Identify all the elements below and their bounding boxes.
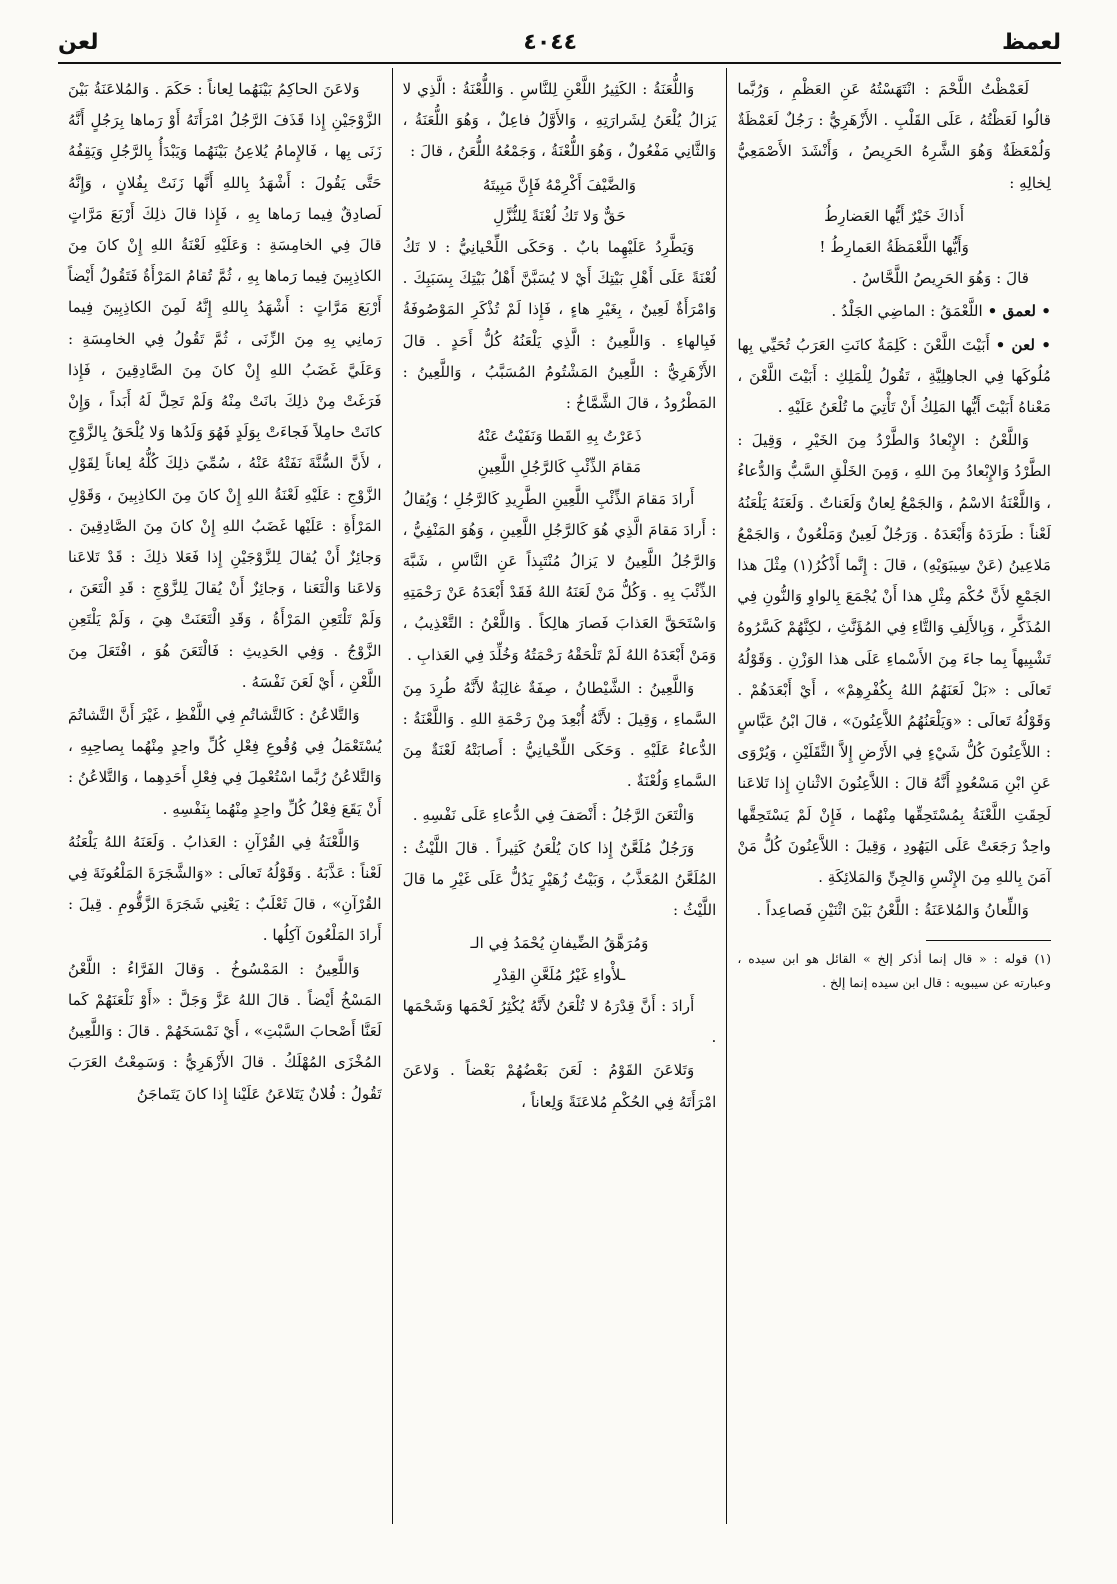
entry-paragraph: [737, 330, 1051, 424]
paragraph-text: وَيَطَّرِدُ عَلَيْهِما بابٌ . وَحَكَى اللِّحْيانِيُّ : لا تَكُ لُعْنَةً عَلَى أَهْلِ بَيْتِكَ أَيْ لا يُسَبَّنَّ أَهْلُ بَيْتِكَ بِسَبَبِكَ . وَامْرَأَةٌ لَعِينٌ ، بِغَيْرِ هاءٍ ، فَإِذا لَمْ تُذْكَرِ المَوْصُوفَةُ فَبِالهاءِ . وَاللَّعِينُ : الَّذِي يَلْعَنُهُ كُلُّ أَحَدٍ . قالَ الأَزْهَرِيُّ : اللَّعِينُ المَشْتُومُ المُسَبَّبُ ، وَاللَّعِينُ : المَطْرُودُ ، قالَ الشَّمَّاخُ :: [402, 238, 717, 413]
verse-line: [403, 452, 717, 483]
text-paragraph: [737, 425, 1051, 893]
paragraph-text: وَمُرَهَّقُ الضِّيفانِ يُحْمَدُ فِي الـ: [470, 934, 649, 953]
paragraph-text: ذَعَرْتُ بِهِ القَطا وَنَفَيْتُ عَنْهُ: [477, 427, 642, 446]
paragraph-text: وَالتَّلاعُنُ : كَالتَّشاتُمِ فِي اللَّفْظِ ، غَيْرَ أَنَّ التَّشاتُمَ يُسْتَعْمَلُ فِي وُقُوعِ فِعْلِ كُلِّ واحِدٍ مِنْهُما بِصاحِبِهِ ، وَالتَّلاعُنُ رُبَّما اسْتُعْمِلَ فِي فِعْلِ أَحَدِهِما ، وَالتَّلاعُنُ : أَنْ يَقَعَ فِعْلُ كُلِّ واحِدٍ مِنْهُما بِنَفْسِهِ .: [67, 706, 382, 818]
entry-paragraph: [737, 296, 1051, 327]
text-paragraph: [68, 954, 382, 1110]
text-paragraph: [403, 74, 717, 168]
text-paragraph: [737, 74, 1051, 199]
footnote-rule: [926, 940, 1051, 941]
column-left: [58, 68, 393, 1524]
paragraph-text: أَرادَ : أَنَّ قِدْرَهُ لا تُلْعَنُ لأَنَّهُ يُكْثِرُ لَحْمَها وَشَحْمَها .: [402, 996, 717, 1047]
text-paragraph: [403, 800, 717, 831]
text-paragraph: [403, 991, 717, 1053]
paragraph-text: وَرَجُلٌ مُلَعَّنٌ إِذا كانَ يُلْعَنُ كَثِيراً . قالَ اللَّيْثُ : المُلَعَّنُ المُعَذَّبُ ، وَبَيْتُ زُهَيْرٍ يَدُلُّ عَلَى غَيْرِ ما قالَ اللَّيْثُ :: [402, 838, 717, 920]
paragraph-text: وَالْتَعَنَ الرَّجُلُ : أَنْصَفَ فِي الدُّعاءِ عَلَى نَفْسِهِ .: [412, 805, 695, 824]
paragraph-text: وَاللَّعِينُ : الشَّيْطانُ ، صِفَةٌ غالِبَةٌ لأَنَّهُ طُرِدَ مِنَ السَّماءِ ، وَقِيلَ : لأَنَّهُ أُبْعِدَ مِنْ رَحْمَةِ اللهِ . وَاللَّعْنَةُ : الدُّعاءُ عَلَيْهِ . وَحَكَى اللِّحْيانِيُّ : أَصابَتْهُ لَعْنَةٌ مِنَ السَّماءِ وَلُعْنَةٌ .: [402, 678, 717, 791]
text-paragraph: [68, 74, 382, 698]
entry-headword: • لعن •: [995, 335, 1052, 354]
verse-line: [403, 201, 717, 232]
paragraph-text: أَبَيْتَ اللَّعْنَ : كَلِمَةٌ كانَتِ العَرَبُ تُحَيِّي بِها مُلُوكَها فِي الجاهِلِيَّةِ ، تَقُولُ لِلْمَلِكِ : أَبَيْتَ اللَّعْنَ ، مَعْناهُ أَبَيْتَ أَيُّها المَلِكُ أَنْ تَأْتِيَ ما تُلْعَنُ عَلَيْهِ .: [737, 335, 1051, 417]
paragraph-text: لَعَمْظْتُ اللَّحْمَ : انْتَهَسْتُهُ عَنِ العَظْمِ ، وَرُبَّما قالُوا لَعَظْتُهُ ، عَلَى القَلْبِ . الأَزْهَرِيُّ : رَجُلٌ لَعَمْظَةٌ وَلُمْعَظَةٌ وَهُوَ الشَّرِهُ الحَرِيصُ ، وَأَنْشَدَ الأَصْمَعِيُّ لِخالِهِ :: [737, 80, 1051, 192]
header-left-word: لعن: [58, 29, 99, 55]
paragraph-text: وَلاعَنَ الحاكِمُ بَيْنَهُما لِعاناً : حَكَمَ . وَالمُلاعَنَةُ بَيْنَ الزَّوْجَيْنِ إِذا قَذَفَ الرَّجُلُ امْرَأَتَهُ أَوْ رَماها بِرَجُلٍ أَنَّهُ زَنَى بِها ، فَالإِمامُ يُلاعِنُ بَيْنَهُما وَيَبْدَأُ بِالرَّجُلِ وَيَقِفُهُ حَتَّى يَقُولَ : أَشْهَدُ بِاللهِ أَنَّها زَنَتْ بِفُلانٍ ، وَإِنَّهُ لَصادِقٌ فِيما رَماها بِهِ ، فَإِذا قالَ ذلِكَ أَرْبَعَ مَرَّاتٍ قالَ فِي الخامِسَةِ : وَعَلَيْهِ لَعْنَةُ اللهِ إِنْ كانَ مِنَ الكاذِبِينَ فِيما رَماها بِهِ ، ثُمَّ تُقامُ المَرْأَةُ فَتَقُولُ أَيْضاً أَرْبَعَ مَرَّاتٍ : أَشْهَدُ بِاللهِ إِنَّهُ لَمِنَ الكاذِبِينَ فِيما رَمانِي بِهِ مِنَ الزِّنَى ، ثُمَّ تَقُولُ فِي الخامِسَةِ : وَعَلَيَّ غَضَبُ اللهِ إِنْ كانَ مِنَ الصَّادِقِينَ ، فَإِذا فَرَغَتْ مِنْ ذلِكَ بانَتْ مِنْهُ وَلَمْ تَحِلَّ لَهُ أَبَداً ، وَإِنْ كانَتْ حامِلاً فَجاءَتْ بِوَلَدٍ فَهُوَ وَلَدُها وَلا يُلْحَقُ بِالزَّوْجِ ، لأَنَّ السُّنَّةَ نَفَتْهُ عَنْهُ ، سُمِّيَ ذلِكَ كُلُّهُ لِعاناً لِقَوْلِ الزَّوْجِ : عَلَيْهِ لَعْنَةُ اللهِ إِنْ كانَ مِنَ الكاذِبِينَ ، وَقَوْلِ المَرْأَةِ : عَلَيْها غَضَبُ اللهِ إِنْ كانَ مِنَ الصَّادِقِينَ . وَجائِزٌ أَنْ يُقالَ لِلزَّوْجَيْنِ إِذا فَعَلا ذلِكَ : قَدْ تَلاعَنا وَلاعَنا وَالْتَعَنا ، وَجائِزٌ أَنْ يُقالَ لِلزَّوْجِ : قَدِ الْتَعَنَ ، وَلَمْ تَلْتَعِنِ المَرْأَةُ ، وَقَدِ الْتَعَنَتْ هِيَ ، وَلَمْ يَلْتَعِنِ الزَّوْجُ . وَفِي الحَدِيثِ : فَالْتَعَنَ هُوَ ، افْتَعَلَ مِنَ اللَّعْنِ ، أَيْ لَعَنَ نَفْسَهُ .: [67, 80, 382, 691]
text-paragraph: [68, 700, 382, 825]
paragraph-text: أَذاكَ خَيْرٌ أَيُّها العَضارِطُ: [824, 206, 965, 225]
text-paragraph: [403, 232, 717, 419]
header-right-word: لعمظ: [1002, 29, 1061, 55]
verse-line: [403, 960, 717, 991]
paragraph-text: مَقامَ الذِّئْبِ كَالرَّجُلِ اللَّعِينِ: [477, 458, 642, 477]
text-paragraph: [403, 484, 717, 671]
text-paragraph: [737, 263, 1051, 294]
paragraph-text: وَالضَّيْفَ أَكْرِمْهُ فَإِنَّ مَبِيتَهُ: [482, 175, 637, 194]
text-paragraph: [403, 673, 717, 798]
text-paragraph: [403, 833, 717, 927]
paragraph-text: وَاللِّعانُ وَالمُلاعَنَةُ : اللَّعْنُ بَيْنَ اثْنَيْنِ فَصاعِداً .: [756, 901, 1029, 920]
verse-line: [737, 232, 1051, 263]
paragraph-text: وَاللَّعْنَةُ فِي القُرْآنِ : العَذابُ . وَلَعَنَهُ اللهُ يَلْعَنُهُ لَعْناً : عَذَّبَهُ . وَقَوْلُهُ تَعالَى : «وَالشَّجَرَةَ المَلْعُونَةَ فِي القُرْآنِ» ، قالَ ثَعْلَبٌ : يَعْنِي شَجَرَةَ الزَّقُّومِ . قِيلَ : أَرادَ المَلْعُونَ آكِلُها .: [67, 832, 382, 945]
verse-line: [403, 928, 717, 959]
paragraph-text: حَقٌّ وَلا تَكُ لُعْنَةً لِلنُّزَّلِ: [493, 206, 626, 225]
paragraph-text: أَرادَ مَقامَ الذِّئْبِ اللَّعِينِ الطَّرِيدِ كَالرَّجُلِ ؛ وَيُقالُ : أَرادَ مَقامَ الَّذِي هُوَ كَالرَّجُلِ اللَّعِينِ ، وَهُوَ المَنْفِيُّ ، وَالرَّجُلُ اللَّعِينُ لا يَزالُ مُنْتَبِذاً عَنِ النَّاسِ ، شَبَّهَ الذِّئْبَ بِهِ . وَكُلُّ مَنْ لَعَنَهُ اللهُ فَقَدْ أَبْعَدَهُ عَنْ رَحْمَتِهِ وَاسْتَحَقَّ العَذابَ فَصارَ هالِكاً . وَاللَّعْنُ : التَّعْذِيبُ ، وَمَنْ أَبْعَدَهُ اللهُ لَمْ تَلْحَقْهُ رَحْمَتُهُ وَخُلِّدَ فِي العَذابِ .: [402, 489, 717, 664]
paragraph-text: وَاللُّعَنَةُ : الكَثِيرُ اللَّعْنِ لِلنَّاسِ . وَاللُّعْنَةُ : الَّذِي لا يَزالُ يُلْعَنُ لِشَرارَتِهِ ، وَالأَوَّلُ فاعِلٌ ، وَهُوَ اللُّعَنَةُ ، وَالثَّانِي مَفْعُولٌ ، وَهُوَ اللُّعْنَةُ ، وَجَمْعُهُ اللُّعَنُ ، قالَ :: [402, 80, 717, 161]
text-paragraph: [68, 827, 382, 952]
text-columns: [58, 68, 1061, 1524]
footnote: (١) قوله : « قال إنما أذكر إلخ » القائل هو ابن سيده ، وعبارته عن سيبويه : قال ابن سيده إنما إلخ .: [737, 951, 1051, 991]
verse-line: [403, 421, 717, 452]
paragraph-text: وَاللَّعْنُ : الإِبْعادُ وَالطَّرْدُ مِنَ الخَيْرِ ، وَقِيلَ : الطَّرْدُ وَالإِبْعادُ مِنَ اللهِ ، وَمِنَ الخَلْقِ السَّبُّ وَالدُّعاءُ ، وَاللَّعْنَةُ الاسْمُ ، وَالجَمْعُ لِعانٌ وَلَعَناتٌ . وَلَعَنَهُ يَلْعَنُهُ لَعْناً : طَرَدَهُ وَأَبْعَدَهُ . وَرَجُلٌ لَعِينٌ وَمَلْعُونٌ ، وَالجَمْعُ مَلاعِينُ (عَنْ سِيبَوَيْهِ) ، قالَ : إِنَّما أَذْكُرُ(١) مِثْلَ هذا الجَمْعِ لأَنَّ حُكْمَ مِثْلِ هذا أَنْ يُجْمَعَ بِالواوِ وَالنُّونِ فِي المُذَكَّرِ ، وَبِالأَلِفِ وَالتَّاءِ فِي المُؤَنَّثِ ، لكِنَّهُمْ كَسَّرُوهُ تَشْبِيهاً بِما جاءَ مِنَ الأَسْماءِ عَلَى هذا الوَزْنِ . وَقَوْلُهُ تَعالَى : «بَلْ لَعَنَهُمُ اللهُ بِكُفْرِهِمْ» ، أَيْ أَبْعَدَهُمْ . وَقَوْلُهُ تَعالَى : «وَيَلْعَنُهُمُ اللاَّعِنُونَ» ، قالَ ابْنُ عَبَّاسٍ : اللاَّعِنُونَ كُلُّ شَيْءٍ فِي الأَرْضِ إِلاَّ الثَّقَلَيْنِ ، وَيُرْوَى عَنِ ابْنِ مَسْعُودٍ أَنَّهُ قالَ : اللاَّعِنُونَ الاثْنانِ إِذا تَلاعَنا لَحِقَتِ اللَّعْنَةُ بِمُسْتَحِقِّها مِنْهُما ، فَإِنْ لَمْ يَسْتَحِقَّها واحِدٌ رَجَعَتْ عَلَى اليَهُودِ ، وَقِيلَ : اللاَّعِنُونَ كُلُّ مَنْ آمَنَ بِاللهِ مِنَ الإِنْسِ وَالجِنِّ وَالمَلائِكَةِ .: [737, 431, 1051, 887]
page-number: ٤٠٤٤: [523, 29, 578, 55]
text-paragraph: [403, 1055, 717, 1117]
column-right: [727, 68, 1061, 1524]
verse-line: [737, 201, 1051, 232]
column-middle: [393, 68, 728, 1524]
paragraph-text: وَأَيُّها اللَّعْمَظَةُ العَمارِطُ !: [819, 238, 969, 257]
page-header: [58, 22, 1061, 64]
entry-headword: • لعمق •: [987, 302, 1051, 321]
paragraph-text: قالَ : وَهُوَ الحَرِيصُ اللَّحَّاسُ .: [852, 269, 1029, 288]
paragraph-text: اللَّعْمَقُ : الماضِي الجَلْدُ .: [831, 302, 983, 321]
paragraph-text: وَاللَّعِينُ : المَمْسُوخُ . وَقالَ الفَرَّاءُ : اللَّعْنُ المَسْخُ أَيْضاً . قالَ اللهُ عَزَّ وَجَلَّ : «أَوْ نَلْعَنَهُمْ كَما لَعَنَّا أَصْحابَ السَّبْتِ» ، أَيْ نَمْسَخَهُمْ . قالَ : وَاللَّعِينُ المُخْزَى المُهْلَكُ . قالَ الأَزْهَرِيُّ : وَسَمِعْتُ العَرَبَ تَقُولُ : فُلانٌ يَتَلاعَنُ عَلَيْنا إِذا كانَ يَتَماجَنُ: [67, 959, 382, 1103]
text-paragraph: [737, 895, 1051, 926]
paragraph-text: ـلأْواءِ غَيْرُ مُلَعَّنِ القِدْرِ: [493, 965, 626, 984]
paragraph-text: وَتَلاعَنَ القَوْمُ : لَعَنَ بَعْضُهُمْ بَعْضاً . وَلاعَنَ امْرَأَتَهُ فِي الحُكْمِ مُلاعَنَةً وَلِعاناً ،: [402, 1061, 717, 1111]
verse-line: [403, 170, 717, 201]
